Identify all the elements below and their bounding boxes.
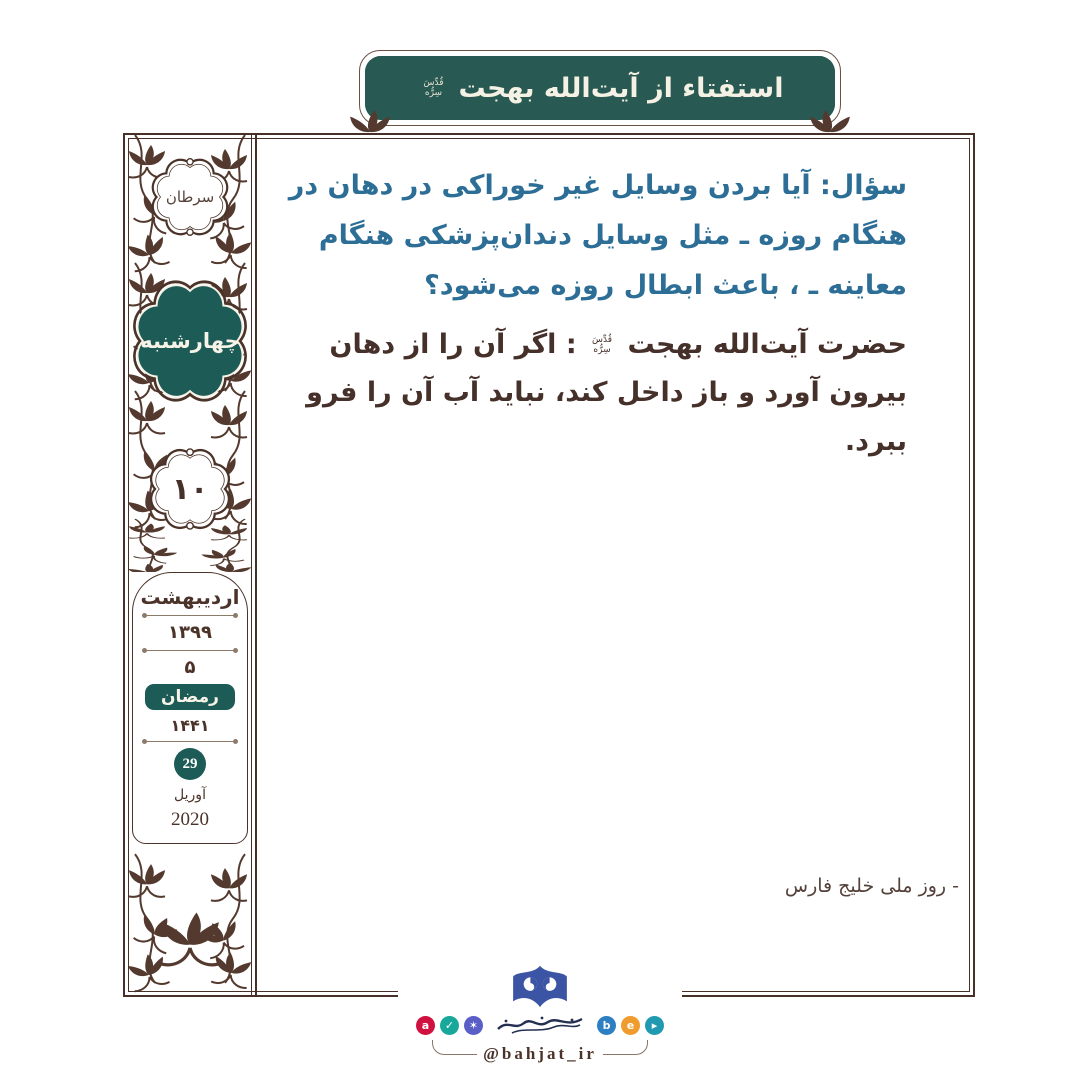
check-messenger-icon[interactable]: ✓ (440, 1016, 459, 1035)
social-handle[interactable]: @bahjat_ir (483, 1044, 597, 1063)
divider (144, 741, 236, 742)
day-medallion (144, 443, 236, 535)
zodiac-medallion (146, 153, 234, 241)
sidebar-ornament-top (125, 135, 255, 572)
header-banner (365, 56, 835, 120)
gregorian-day-badge: 29 (174, 748, 206, 780)
bracket-right (603, 1040, 648, 1055)
bale-icon[interactable]: b (597, 1016, 616, 1035)
persian-year-label: ۱۳۹۹ (168, 622, 212, 644)
banner-ornament-right-icon (809, 102, 851, 136)
weekday-medallion (128, 275, 252, 407)
divider (144, 615, 236, 616)
zodiac-label: سرطان (165, 188, 215, 206)
handle-row (432, 1038, 648, 1064)
institute-calligraphy-icon (494, 1013, 586, 1037)
rubika-icon[interactable]: ✶ (464, 1016, 483, 1035)
answer-honorific: قُدِّسَ سِرُّه (592, 334, 613, 356)
soroush-icon[interactable]: ▸ (645, 1016, 664, 1035)
gregorian-year-label: 2020 (171, 808, 209, 830)
page-title: استفتاء از آیت‌الله بهجت (458, 72, 784, 104)
footer (398, 963, 682, 1064)
question-text: سؤال: آیا بردن وسایل غیر خوراکی در دهان در هنگام روزه ـ مثل وسایل دندان‌پزشکی هنگام معاینه ـ ، باعث ابطال روزه می‌شود؟ (288, 170, 907, 301)
answer-body: : اگر آن را از دهان بیرون آورد و باز داخل کند، نباید آب آن را فرو ببرد. (306, 328, 907, 457)
hijri-day-label: ۵ (184, 656, 196, 678)
calendar-sidebar (125, 135, 257, 995)
header-honorific: قُدِّسَ سِرُّه (423, 77, 444, 98)
social-icons-row (416, 1013, 664, 1037)
day-number-label: ۱۰ (171, 471, 209, 507)
banner-ornament-left-icon (349, 102, 391, 136)
bracket-left (432, 1040, 477, 1055)
hijri-month-badge: رمضان (145, 684, 235, 710)
persian-month-label: اردیبهشت (140, 585, 240, 610)
weekday-label: چهارشنبه (140, 329, 240, 353)
date-panel (132, 572, 248, 844)
foliage-pattern-icon (125, 844, 255, 995)
answer-text (275, 321, 907, 467)
aparat-icon[interactable]: a (416, 1016, 435, 1035)
book-logo-icon (509, 963, 571, 1011)
divider (144, 650, 236, 651)
occasion-note: - روز ملی خلیج فارس (784, 875, 959, 897)
eitaa-icon[interactable]: e (621, 1016, 640, 1035)
sidebar-ornament-bottom (125, 844, 255, 995)
main-frame (123, 133, 975, 997)
answer-prefix: حضرت آیت‌الله بهجت (627, 328, 907, 360)
gregorian-month-label: آوریل (174, 786, 206, 803)
qa-content (275, 161, 907, 467)
hijri-year-label: ۱۴۴۱ (170, 716, 210, 736)
